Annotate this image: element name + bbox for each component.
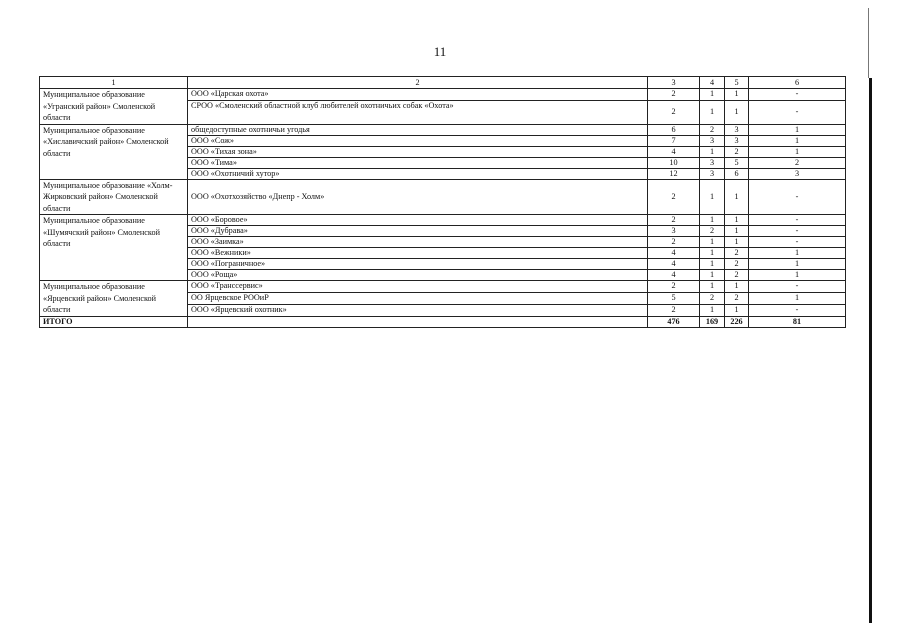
header-col-2: 2 bbox=[188, 77, 648, 89]
value-col-5: 1 bbox=[725, 215, 749, 226]
value-col-4: 1 bbox=[700, 100, 725, 124]
organization-cell: СРОО «Смоленский областной клуб любителей охотничьих собак «Охота» bbox=[188, 100, 648, 124]
value-col-5: 1 bbox=[725, 304, 749, 316]
header-col-1: 1 bbox=[40, 77, 188, 89]
value-col-6: 2 bbox=[749, 157, 846, 168]
organization-cell: ООО «Роща» bbox=[188, 270, 648, 281]
value-col-5: 1 bbox=[725, 226, 749, 237]
value-col-6: 1 bbox=[749, 248, 846, 259]
organization-cell: ООО «Транссервис» bbox=[188, 281, 648, 293]
value-col-3: 2 bbox=[648, 281, 700, 293]
value-col-4: 1 bbox=[700, 259, 725, 270]
header-col-5: 5 bbox=[725, 77, 749, 89]
value-col-5: 2 bbox=[725, 248, 749, 259]
value-col-4: 2 bbox=[700, 124, 725, 135]
value-col-3: 4 bbox=[648, 248, 700, 259]
total-empty-cell bbox=[188, 316, 648, 327]
value-col-3: 4 bbox=[648, 259, 700, 270]
table-row bbox=[40, 89, 846, 101]
value-col-4: 1 bbox=[700, 304, 725, 316]
organization-cell: ООО «Ярцевский охотник» bbox=[188, 304, 648, 316]
table-row bbox=[40, 179, 846, 215]
total-col-4: 169 bbox=[700, 316, 725, 327]
municipality-cell: Муниципальное образование «Угранский район» Смоленской области bbox=[40, 89, 188, 125]
header-col-4: 4 bbox=[700, 77, 725, 89]
value-col-5: 5 bbox=[725, 157, 749, 168]
value-col-4: 1 bbox=[700, 237, 725, 248]
municipality-cell: Муниципальное образование «Холм-Жирковский район» Смоленской области bbox=[40, 179, 188, 215]
value-col-3: 4 bbox=[648, 270, 700, 281]
organization-cell: ООО «Царская охота» bbox=[188, 89, 648, 101]
value-col-6: 3 bbox=[749, 168, 846, 179]
value-col-6: - bbox=[749, 179, 846, 215]
organization-cell: ООО «Сож» bbox=[188, 135, 648, 146]
value-col-6: 1 bbox=[749, 270, 846, 281]
value-col-5: 3 bbox=[725, 135, 749, 146]
value-col-5: 2 bbox=[725, 259, 749, 270]
value-col-5: 2 bbox=[725, 292, 749, 304]
hunting-grounds-table bbox=[39, 76, 846, 328]
value-col-3: 7 bbox=[648, 135, 700, 146]
value-col-4: 1 bbox=[700, 270, 725, 281]
header-row bbox=[40, 77, 846, 89]
organization-cell: ООО «Вежники» bbox=[188, 248, 648, 259]
value-col-4: 3 bbox=[700, 168, 725, 179]
value-col-3: 10 bbox=[648, 157, 700, 168]
organization-cell: ОО Ярцевское РООиР bbox=[188, 292, 648, 304]
total-label: ИТОГО bbox=[40, 316, 188, 327]
value-col-6: 1 bbox=[749, 259, 846, 270]
organization-cell: ООО «Заимка» bbox=[188, 237, 648, 248]
value-col-4: 1 bbox=[700, 248, 725, 259]
value-col-6: - bbox=[749, 304, 846, 316]
organization-cell: ООО «Охотхозяйство «Днепр - Холм» bbox=[188, 179, 648, 215]
organization-cell: ООО «Боровое» bbox=[188, 215, 648, 226]
municipality-cell: Муниципальное образование «Шумячский район» Смоленской области bbox=[40, 215, 188, 281]
value-col-6: 1 bbox=[749, 146, 846, 157]
organization-cell: ООО «Тима» bbox=[188, 157, 648, 168]
value-col-5: 6 bbox=[725, 168, 749, 179]
header-col-6: 6 bbox=[749, 77, 846, 89]
value-col-6: - bbox=[749, 100, 846, 124]
value-col-3: 12 bbox=[648, 168, 700, 179]
value-col-4: 1 bbox=[700, 215, 725, 226]
total-col-6: 81 bbox=[749, 316, 846, 327]
value-col-3: 2 bbox=[648, 304, 700, 316]
value-col-5: 2 bbox=[725, 270, 749, 281]
organization-cell: ООО «Дубрава» bbox=[188, 226, 648, 237]
value-col-3: 3 bbox=[648, 226, 700, 237]
value-col-3: 5 bbox=[648, 292, 700, 304]
value-col-5: 3 bbox=[725, 124, 749, 135]
value-col-3: 2 bbox=[648, 215, 700, 226]
value-col-5: 1 bbox=[725, 237, 749, 248]
value-col-4: 1 bbox=[700, 179, 725, 215]
total-col-3: 476 bbox=[648, 316, 700, 327]
value-col-4: 2 bbox=[700, 226, 725, 237]
table-row bbox=[40, 124, 846, 135]
total-col-5: 226 bbox=[725, 316, 749, 327]
value-col-6: - bbox=[749, 89, 846, 101]
value-col-6: 1 bbox=[749, 292, 846, 304]
municipality-cell: Муниципальное образование «Ярцевский район» Смоленской области bbox=[40, 281, 188, 317]
value-col-5: 1 bbox=[725, 179, 749, 215]
value-col-3: 6 bbox=[648, 124, 700, 135]
page-edge-thin bbox=[868, 8, 869, 78]
page-edge-shadow bbox=[869, 78, 872, 623]
header-col-3: 3 bbox=[648, 77, 700, 89]
organization-cell: ООО «Охотничий хутор» bbox=[188, 168, 648, 179]
value-col-4: 3 bbox=[700, 135, 725, 146]
value-col-5: 1 bbox=[725, 100, 749, 124]
value-col-4: 1 bbox=[700, 281, 725, 293]
value-col-6: - bbox=[749, 215, 846, 226]
organization-cell: общедоступные охотничьи угодья bbox=[188, 124, 648, 135]
value-col-6: - bbox=[749, 226, 846, 237]
value-col-3: 2 bbox=[648, 100, 700, 124]
value-col-3: 2 bbox=[648, 237, 700, 248]
municipality-cell: Муниципальное образование «Хиславичский район» Смоленской области bbox=[40, 124, 188, 179]
value-col-3: 2 bbox=[648, 89, 700, 101]
table-row bbox=[40, 215, 846, 226]
value-col-6: 1 bbox=[749, 135, 846, 146]
organization-cell: ООО «Тихая зона» bbox=[188, 146, 648, 157]
value-col-6: - bbox=[749, 237, 846, 248]
value-col-5: 1 bbox=[725, 281, 749, 293]
value-col-3: 2 bbox=[648, 179, 700, 215]
value-col-4: 1 bbox=[700, 146, 725, 157]
value-col-5: 2 bbox=[725, 146, 749, 157]
page-number: 11 bbox=[433, 44, 447, 59]
value-col-4: 3 bbox=[700, 157, 725, 168]
total-row bbox=[40, 316, 846, 327]
value-col-4: 1 bbox=[700, 89, 725, 101]
value-col-6: 1 bbox=[749, 124, 846, 135]
value-col-4: 2 bbox=[700, 292, 725, 304]
value-col-5: 1 bbox=[725, 89, 749, 101]
organization-cell: ООО «Пограничное» bbox=[188, 259, 648, 270]
value-col-3: 4 bbox=[648, 146, 700, 157]
table-row bbox=[40, 281, 846, 293]
value-col-6: - bbox=[749, 281, 846, 293]
